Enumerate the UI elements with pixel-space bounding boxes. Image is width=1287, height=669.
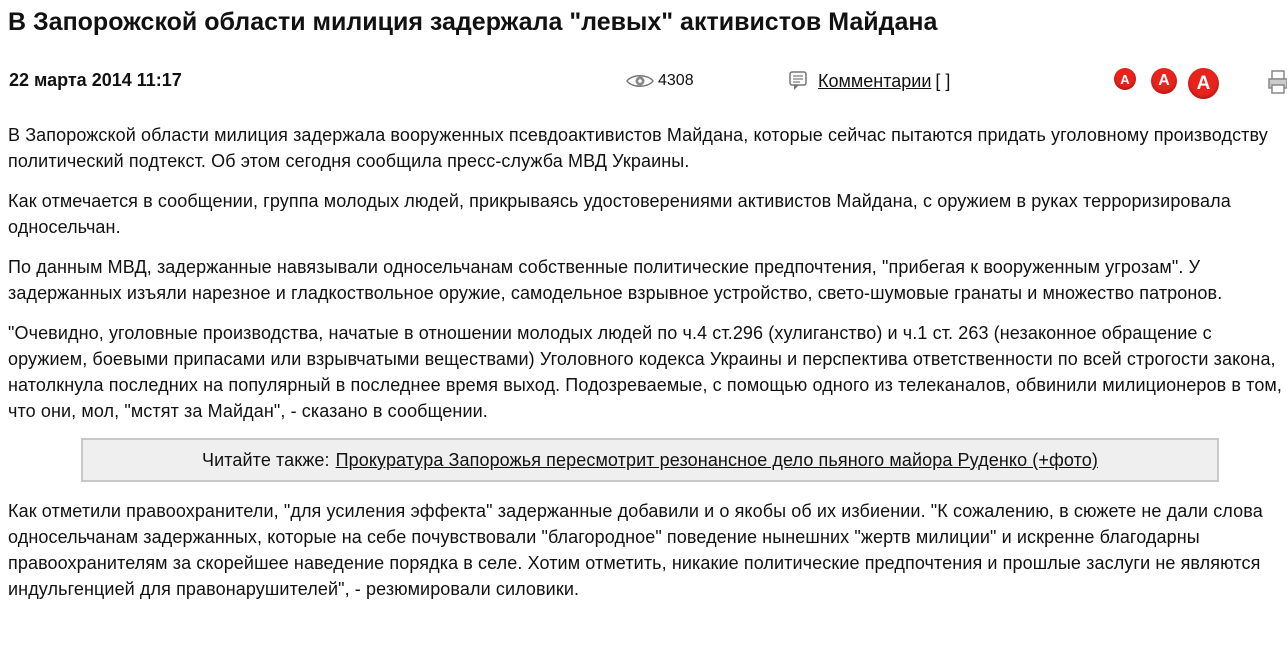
view-count: 4308 — [658, 72, 694, 89]
view-counter — [626, 72, 694, 90]
comments-block — [788, 70, 950, 92]
article-paragraph: В Запорожской области милиция задержала вооруженных псевдоактивистов Майдана, которые сейчас пытаются придать уголовному производству политический подтекст. Об этом сегодня сообщила пресс-служба МВД Украины. — [8, 125, 1268, 171]
article-body — [8, 122, 1287, 616]
article-paragraph: Как отмечается в сообщении, группа молодых людей, прикрываясь удостоверениями активистов Майдана, с оружием в руках терроризировала односельчан. — [8, 191, 1231, 237]
read-also-label: Читайте также: — [202, 450, 330, 470]
read-also-box — [81, 438, 1219, 482]
font-size-small-button[interactable]: A — [1114, 68, 1136, 90]
article-paragraph: "Очевидно, уголовные производства, начатые в отношении молодых людей по ч.4 ст.296 (хулиганство) и ч.1 ст. 263 (незаконное обращение с оружием, боевыми припасами или взрывчатыми веществами) Уголовного кодекса Украины и перспектива ответственности по всей строгости закона, натолкнула последних на популярный в последнее время выход. Подозреваемые, с помощью одного из телеканалов, обвинили милиционеров в том, что они, мол, "мстят за Майдан", - сказано в сообщении. — [8, 323, 1283, 421]
font-size-large-button[interactable]: A — [1188, 68, 1219, 99]
article-meta-bar — [0, 66, 1287, 102]
read-also-link[interactable]: Прокуратура Запорожья пересмотрит резонансное дело пьяного майора Руденко (+фото) — [335, 450, 1098, 470]
eye-icon — [626, 73, 654, 89]
comments-link[interactable]: Комментарии — [818, 70, 932, 91]
article-paragraph: По данным МВД, задержанные навязывали односельчанам собственные политические предпочтения, "прибегая к вооруженным угрозам". У задержанных изъяли нарезное и гладкоствольное оружие, самодельное взрывное устройство, свето-шумовые гранаты и множество патронов. — [8, 257, 1223, 303]
font-size-medium-button[interactable]: A — [1151, 68, 1177, 94]
comments-count: [ ] — [935, 70, 951, 91]
comment-icon[interactable] — [788, 70, 808, 92]
article-title: В Запорожской области милиция задержала "левых" активистов Майдана — [8, 8, 938, 36]
article-paragraph: Как отметили правоохранители, "для усиления эффекта" задержанные добавили и о якобы об их избиении. "К сожалению, в сюжете не дали слова односельчанам задержанных, которые на себе почувствовали "благородное" поведение нынешних "жертв милиции" и искренне благодарны правоохранителям за скорейшее наведение порядка в селе. Хотим отметить, никакие политические предпочтения и прошлые заслуги не являются индульгенцией для правонарушителей", - резюмировали силовики. — [8, 501, 1263, 599]
article-date: 22 марта 2014 11:17 — [9, 70, 182, 90]
print-icon[interactable] — [1268, 70, 1287, 94]
